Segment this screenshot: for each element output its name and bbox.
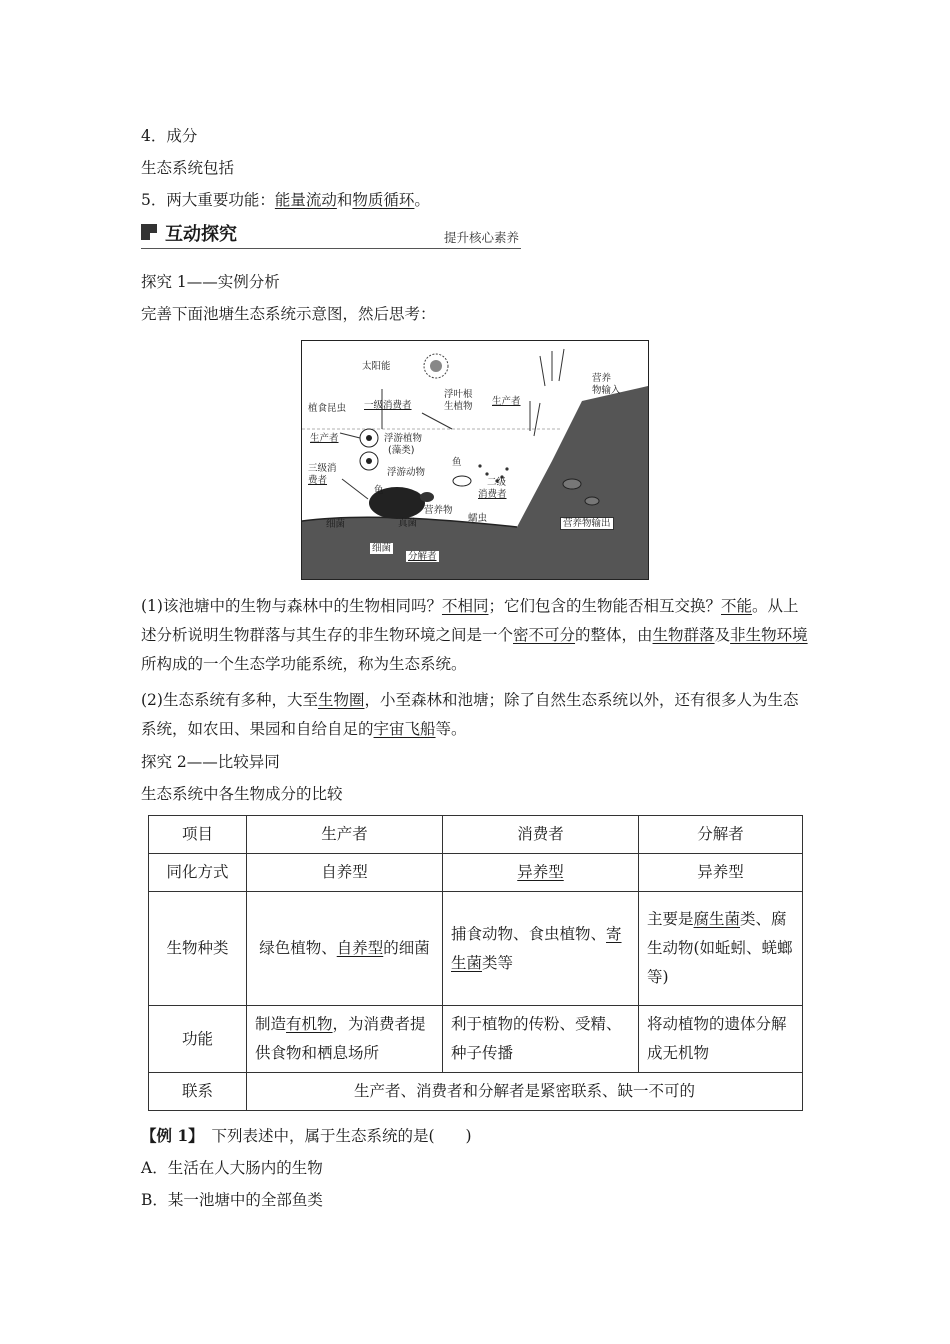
table-row (149, 1073, 803, 1111)
table-header: 生产者 (247, 816, 443, 854)
fig-label-secondary-2: 消费者 (478, 489, 507, 500)
fig-label-worm: 蠕虫 (468, 513, 488, 524)
fig-label-turtle: 龟 (374, 485, 384, 496)
section-banner (141, 218, 521, 249)
fig-label-nutrient-in-2: 物输入 (592, 385, 621, 396)
fig-label-decomposer: 分解者 (408, 551, 437, 562)
option-b[interactable]: B．某一池塘中的全部鱼类 (141, 1191, 323, 1209)
table-cell: 同化方式 (149, 854, 247, 892)
fig-label-secondary: 二级 (487, 477, 507, 488)
fig-label-producer-left: 生产者 (310, 433, 339, 444)
table-cell: 功能 (149, 1006, 247, 1073)
table-cell: 自养型 (247, 854, 443, 892)
table-cell: 联系 (149, 1073, 247, 1111)
fig-label-tertiary: 三级消 (308, 463, 337, 474)
fig-label-nutrient: 营养物 (424, 505, 453, 516)
table-cell: 制造有机物，为消费者提供食物和栖息场所 (247, 1006, 443, 1073)
fig-label-floating-plant: 浮叶根 (444, 389, 473, 400)
fig-label-nutrient-in: 营养 (592, 373, 612, 384)
example-tag: 【例 1】 (141, 1126, 196, 1145)
explore1-title: 探究 1——实例分析 (141, 273, 280, 291)
table-cell: 生产者、消费者和分解者是紧密联系、缺一不可的 (247, 1073, 803, 1111)
fig-label-insect: 植食昆虫 (308, 403, 347, 414)
table-cell: 将动植物的遗体分解成无机物 (639, 1006, 803, 1073)
pond-ecosystem-figure (301, 340, 649, 580)
question-1: (1)该池塘中的生物与森林中的生物相同吗？不相同；它们包含的生物能否相互交换？不能。从上述分析说明生物群落与其生存的非生物环境之间是一个密不可分的整体，由生物群落及非生物环境所构成的一个生态学功能系统，称为生态系统。 (141, 597, 808, 673)
fig-label-fish: 鱼 (452, 457, 462, 468)
banner-subtitle: 提升核心素养 (443, 230, 519, 245)
item-5: 5．两大重要功能：能量流动和物质循环。 (141, 191, 430, 209)
table-header: 分解者 (639, 816, 803, 854)
comparison-table (148, 815, 803, 1111)
table-cell: 生物种类 (149, 892, 247, 1006)
explore1-intro: 完善下面池塘生态系统示意图，然后思考： (141, 305, 436, 323)
fig-label-sun: 太阳能 (362, 361, 391, 372)
table-header: 项目 (149, 816, 247, 854)
fig-label-bacteria-2: 细菌 (372, 543, 392, 554)
fig-label-phytoplankton-2: (藻类) (388, 445, 415, 456)
fig-label-primary-consumer: 一级消费者 (364, 400, 412, 411)
banner-square-icon (141, 224, 157, 240)
question-2: (2)生态系统有多种，大至生物圈，小至森林和池塘；除了自然生态系统以外，还有很多人为生态系统，如农田、果园和自给自足的宇宙飞船等。 (141, 691, 799, 738)
table-header: 消费者 (443, 816, 639, 854)
table-row (149, 1006, 803, 1073)
fig-label-fungi: 真菌 (398, 518, 418, 529)
table-row (149, 892, 803, 1006)
table-header-row (149, 816, 803, 854)
banner-title: 互动探究 (165, 224, 237, 245)
table-row (149, 854, 803, 892)
item-4: 4．成分 (141, 127, 198, 145)
table-cell: 主要是腐生菌类、腐生动物(如蚯蚓、蜣螂等) (639, 892, 803, 1006)
fig-label-tertiary-2: 费者 (308, 475, 328, 486)
fig-label-phytoplankton: 浮游植物 (384, 433, 423, 444)
fig-label-nutrient-out: 营养物输出 (560, 517, 614, 530)
table-cell: 异养型 (639, 854, 803, 892)
option-a[interactable]: A．生活在人大肠内的生物 (141, 1159, 323, 1177)
fig-label-floating-plant-2: 生植物 (444, 401, 473, 412)
explore2-title: 探究 2——比较异同 (141, 753, 280, 771)
fig-label-zooplankton: 浮游动物 (387, 467, 426, 478)
example-1: 【例 1】 下列表述中，属于生态系统的是( ) (141, 1126, 472, 1145)
table-cell: 绿色植物、自养型的细菌 (247, 892, 443, 1006)
table-cell: 利于植物的传粉、受精、种子传播 (443, 1006, 639, 1073)
explore2-intro: 生态系统中各生物成分的比较 (141, 785, 343, 803)
item-4-text: 生态系统包括 (141, 159, 235, 177)
fig-label-producer-top: 生产者 (492, 396, 521, 407)
fig-label-bacteria: 细菌 (326, 519, 346, 530)
table-cell: 异养型 (443, 854, 639, 892)
table-cell: 捕食动物、食虫植物、寄生菌类等 (443, 892, 639, 1006)
